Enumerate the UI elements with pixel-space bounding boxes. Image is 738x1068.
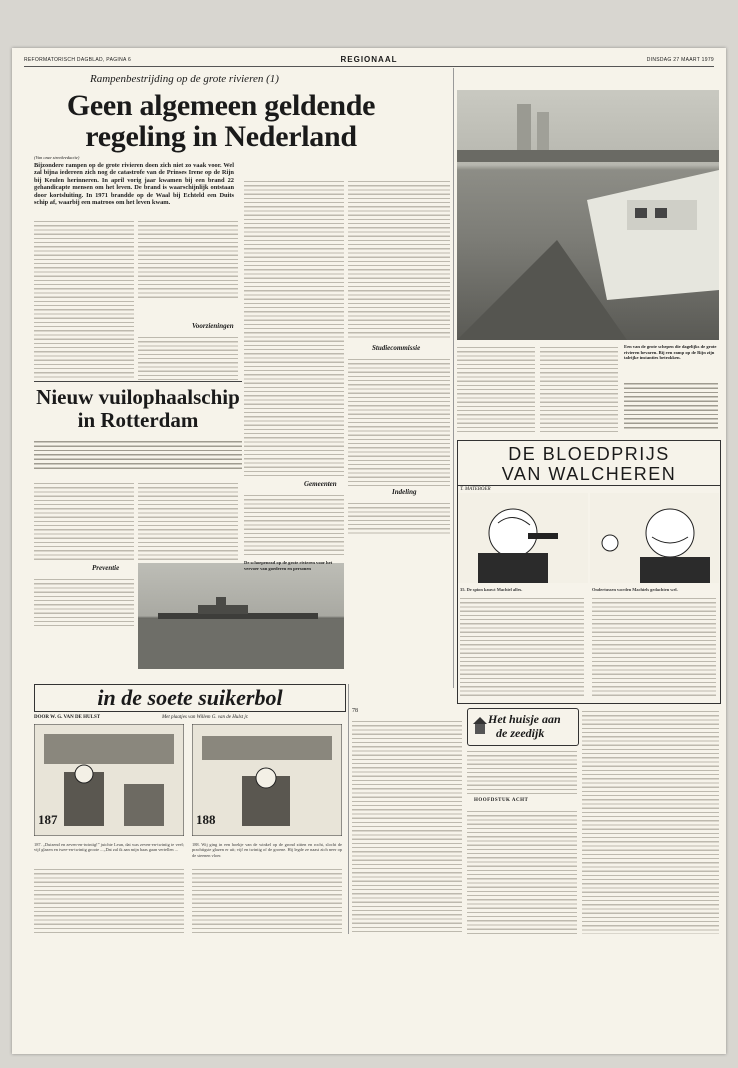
article2-col1b — [34, 576, 134, 626]
huisje-title-box — [467, 708, 579, 746]
huisje-col3 — [582, 708, 719, 934]
subhead-voorzieningen: Voorzieningen — [192, 322, 234, 330]
suikerbol-illustrator: Met plaatjes van Willem G. van de Hulst jr. — [162, 715, 249, 720]
comic-author: T. MATEBOER — [460, 487, 491, 492]
column-rule — [453, 68, 454, 688]
harbour-photo — [457, 90, 719, 340]
comic-title-2: VAN WALCHEREN — [501, 464, 677, 484]
subhead-studiecommissie: Studiecommissie — [372, 344, 421, 352]
suikerbol-body-2 — [192, 866, 342, 934]
comic-panel-left-icon — [458, 493, 588, 583]
article-body-col4 — [348, 178, 450, 338]
huisje-col2b — [467, 808, 577, 934]
suikerbol-text-2: 188. Wij ging in een hoekje van de winkel op de grond zitten en rocht, slocht de prachtigste glazen er uit; vijf en twintig of de groene. Hij legde ze naast zich neer op de steenen vloer. — [192, 842, 342, 858]
article-lead: Bijzondere rampen op de grote rivieren doen zich niet zo vaak voor. Wel zal bijna iedereen zich nog de catastrofe van de Prinses Irene op de Rijn bij Keulen herinneren. In april vorig jaar kwamen bij een brand 22 gehandicapte mensen om het leven. De brand is waarschijnlijk ontstaan door kortsluiting. In 1971 brandde op de Waal bij Echteld een Duits schip af, waarbij een matroos om het leven kwam. — [34, 162, 234, 207]
huisje-title-bottom: de zeedijk — [496, 726, 545, 740]
column-rule — [348, 684, 349, 934]
harbour-photo-caption: Een van de grote schepen die dagelijks de grote rivieren bevaren. Bij een ramp op de Rijn zijn talrijke instanties betrokken. — [624, 344, 717, 361]
article-title: Geen algemeen geldende regeling in Nederland — [66, 89, 376, 153]
newspaper-page — [12, 48, 726, 1054]
suikerbol-banner — [34, 684, 346, 712]
subhead-indeling: Indeling — [392, 488, 417, 496]
header-left: REFORMATORISCH DAGBLAD, PAGINA 6 — [24, 57, 132, 63]
huisje-col2 — [467, 748, 577, 794]
subhead-gemeenten: Gemeenten — [304, 480, 337, 488]
huisje-title-top: Het huisje aan — [488, 712, 561, 726]
suikerbol-author: DOOR W. G. VAN DE HULST — [34, 715, 101, 720]
comic-panel-right-icon — [590, 493, 719, 583]
comic-text-left: 35. De spion kauwt Machiel alles. — [460, 587, 523, 592]
article-body-col3 — [244, 178, 344, 476]
article2-lead — [34, 438, 242, 472]
article-body-col3b — [244, 492, 344, 556]
article-body-col2b — [138, 334, 238, 380]
suikerbol-text-1: 187. „Duizend en zeven-en-twintig!” juichte Leun, dat was zeven-en-twintig te veel; vijf glazen en twee-en-twintig groote ...„Dat zal ik aan mijn baas gaan vertellen ... — [34, 842, 184, 853]
river-photo — [138, 563, 344, 669]
boat-icon — [457, 90, 719, 340]
huisje-col1 — [352, 718, 462, 934]
comic-title-box — [458, 441, 720, 486]
article2-col1 — [34, 480, 134, 560]
divider — [34, 381, 242, 382]
header-date: DINSDAG 27 MAART 1979 — [646, 57, 714, 63]
comic-text-left-body — [460, 595, 584, 699]
huisje-page-number: 78 — [352, 708, 358, 714]
article-body-col1 — [34, 218, 134, 378]
article1-col5 — [457, 344, 535, 432]
article-body-col4b — [348, 356, 450, 486]
article-body-col4c — [348, 500, 450, 536]
article2-title: Nieuw vuilophaalschip in Rotterdam — [36, 385, 240, 432]
panel-1-number: 187 — [38, 812, 58, 827]
subhead-preventie: Preventie — [92, 564, 120, 572]
house-icon — [472, 715, 488, 737]
comic-text-right-body — [592, 595, 716, 699]
river-photo-caption: De schoepenrad op de grote rivieren voor het vervoer van goederen en personen — [244, 560, 333, 571]
bloedprijs-comic — [457, 440, 721, 704]
article1-col6 — [540, 344, 618, 432]
comic-title-1: DE BLOEDPRIJS — [508, 444, 670, 464]
ship-silhouette-icon — [138, 563, 344, 669]
huisje-chapter: HOOFDSTUK ACHT — [474, 798, 529, 803]
article-byline: (Van onze streekredactie) — [34, 155, 80, 160]
article2-col2 — [138, 480, 238, 560]
article1-col7 — [624, 380, 718, 430]
article-kicker: Rampenbestrijding op de grote rivieren (1) — [90, 73, 279, 85]
article-body-col2 — [138, 218, 238, 298]
suikerbol-title: in de soete suikerbol — [97, 685, 283, 710]
comic-text-right: Ondertussen worden Machiels gedachten wel. — [592, 587, 678, 592]
header-center: REGIONAAL — [340, 55, 398, 64]
suikerbol-body-1 — [34, 866, 184, 934]
page-header — [24, 54, 714, 67]
panel-2-number: 188 — [196, 812, 216, 827]
